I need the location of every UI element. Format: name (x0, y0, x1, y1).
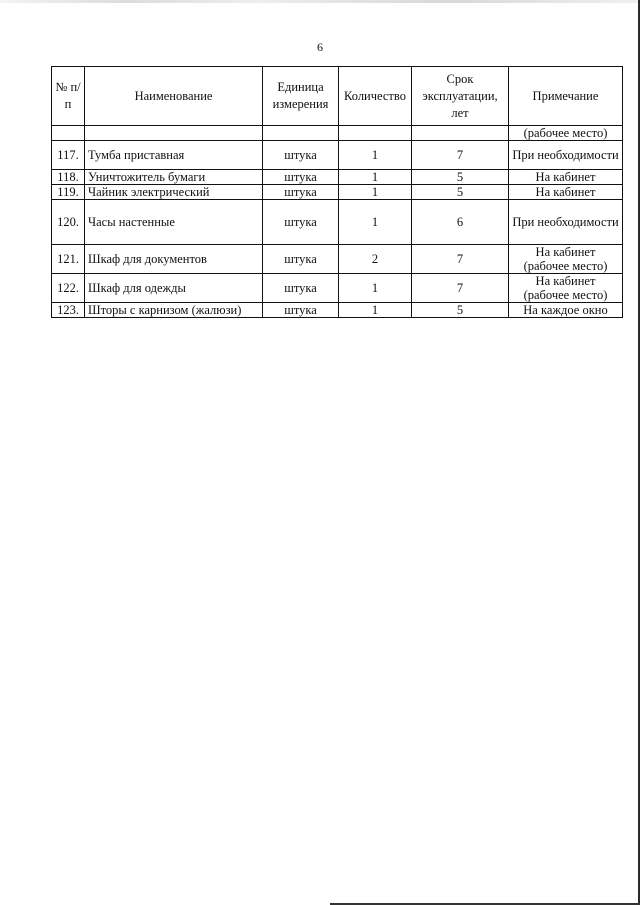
cell-unit: штука (263, 274, 339, 303)
cell-name: Чайник электрический (85, 185, 263, 200)
cell-life: 5 (412, 185, 509, 200)
table-row (52, 303, 623, 318)
cell-name: Уничтожитель бумаги (85, 170, 263, 185)
cell-unit: штука (263, 303, 339, 318)
cell-note: На каждое окно (509, 303, 623, 318)
cell-num (52, 126, 85, 141)
table-row (52, 170, 623, 185)
cell-note: (рабочее место) (509, 126, 623, 141)
cell-qty: 1 (339, 185, 412, 200)
table-row-continuation (52, 126, 623, 141)
header-num: № п/п (52, 67, 85, 126)
table-header-row (52, 67, 623, 126)
header-qty: Количество (339, 67, 412, 126)
cell-qty: 2 (339, 245, 412, 274)
cell-num: 122. (52, 274, 85, 303)
cell-name: Часы настенные (85, 200, 263, 245)
cell-note: При необходимости (509, 200, 623, 245)
cell-num: 118. (52, 170, 85, 185)
cell-life: 5 (412, 170, 509, 185)
cell-note: На кабинет (509, 185, 623, 200)
table-row (52, 274, 623, 303)
cell-qty (339, 126, 412, 141)
cell-unit (263, 126, 339, 141)
cell-unit: штука (263, 245, 339, 274)
cell-num: 120. (52, 200, 85, 245)
cell-name (85, 126, 263, 141)
cell-unit: штука (263, 185, 339, 200)
cell-num: 123. (52, 303, 85, 318)
cell-note: При необходимости (509, 141, 623, 170)
header-unit: Единица измерения (263, 67, 339, 126)
table-row (52, 185, 623, 200)
scan-edge-top (0, 0, 640, 3)
cell-note: На кабинет (509, 170, 623, 185)
cell-name: Шкаф для документов (85, 245, 263, 274)
cell-qty: 1 (339, 274, 412, 303)
cell-qty: 1 (339, 200, 412, 245)
equipment-table (51, 66, 623, 318)
cell-qty: 1 (339, 141, 412, 170)
cell-life: 5 (412, 303, 509, 318)
cell-life: 7 (412, 274, 509, 303)
header-name: Наименование (85, 67, 263, 126)
cell-qty: 1 (339, 303, 412, 318)
cell-name: Шкаф для одежды (85, 274, 263, 303)
cell-num: 121. (52, 245, 85, 274)
table-row (52, 245, 623, 274)
header-note: Примечание (509, 67, 623, 126)
cell-life (412, 126, 509, 141)
cell-unit: штука (263, 170, 339, 185)
header-life: Срок эксплуатации, лет (412, 67, 509, 126)
cell-unit: штука (263, 200, 339, 245)
cell-num: 119. (52, 185, 85, 200)
cell-num: 117. (52, 141, 85, 170)
cell-note: На кабинет (рабочее место) (509, 274, 623, 303)
cell-note: На кабинет (рабочее место) (509, 245, 623, 274)
cell-name: Тумба приставная (85, 141, 263, 170)
cell-life: 7 (412, 141, 509, 170)
cell-unit: штука (263, 141, 339, 170)
cell-name: Шторы с карнизом (жалюзи) (85, 303, 263, 318)
table-row (52, 141, 623, 170)
cell-life: 6 (412, 200, 509, 245)
table-row (52, 200, 623, 245)
cell-life: 7 (412, 245, 509, 274)
page-number: 6 (317, 40, 323, 54)
cell-qty: 1 (339, 170, 412, 185)
